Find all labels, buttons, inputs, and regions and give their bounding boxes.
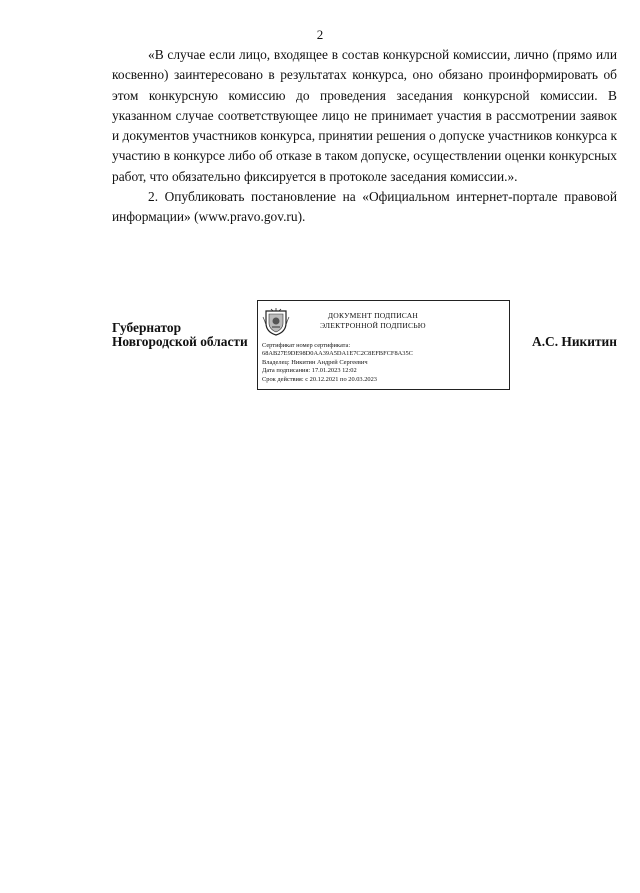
signature-block — [112, 300, 617, 395]
stamp-signed-date: Дата подписания: 17.01.2023 12:02 — [262, 367, 357, 375]
governor-name: А.С. Никитин — [532, 334, 617, 349]
stamp-serial-label: Сертификат номер сертификата: — [262, 342, 351, 349]
stamp-header-line1: ДОКУМЕНТ ПОДПИСАН — [327, 311, 419, 320]
stamp-details — [262, 342, 505, 384]
stamp-serial: 68AB27E9DE98D0AA39A5DA1E7C2C8EFBFCF8A35C — [262, 350, 413, 358]
stamp-header-line2: ЭЛЕКТРОННОЙ ПОДПИСЬЮ — [320, 321, 426, 330]
coat-of-arms-icon — [262, 307, 290, 337]
page-number: 2 — [316, 27, 324, 42]
stamp-header — [298, 311, 448, 331]
stamp-validity: Срок действия: с 20.12.2021 по 20.03.2023 — [262, 375, 378, 383]
paragraph-publication: 2. Опубликовать постановление на «Официальном интернет-портале правовой информации» (www.pravo.gov.ru). — [112, 189, 617, 225]
stamp-owner: Владелец: Никитин Андрей Сергеевич — [262, 358, 368, 366]
governor-title — [112, 321, 248, 349]
paragraph-amendment: «В случае если лицо, входящее в состав конкурсной комиссии, лично (прямо или косвенно) заинтересовано в результатах конкурса, оно обязано проинформировать об этом конкурсную комиссию до проведения заседания конкурсной комиссии. В указанном случае соответствующее лицо не принимает участия в рассмотрении заявок и документов участников конкурса, принятии решения о допуске участников конкурса к участию в конкурсе либо об отказе в таком допуске, осуществлении оценки конкурсных работ, что обязательно фиксируется в протоколе заседания комиссии.». — [112, 47, 617, 184]
governor-title-line1: Губернатор — [112, 320, 182, 335]
governor-title-line2: Новгородской области — [112, 334, 248, 349]
document-body — [112, 45, 617, 228]
electronic-signature-stamp — [257, 300, 510, 390]
